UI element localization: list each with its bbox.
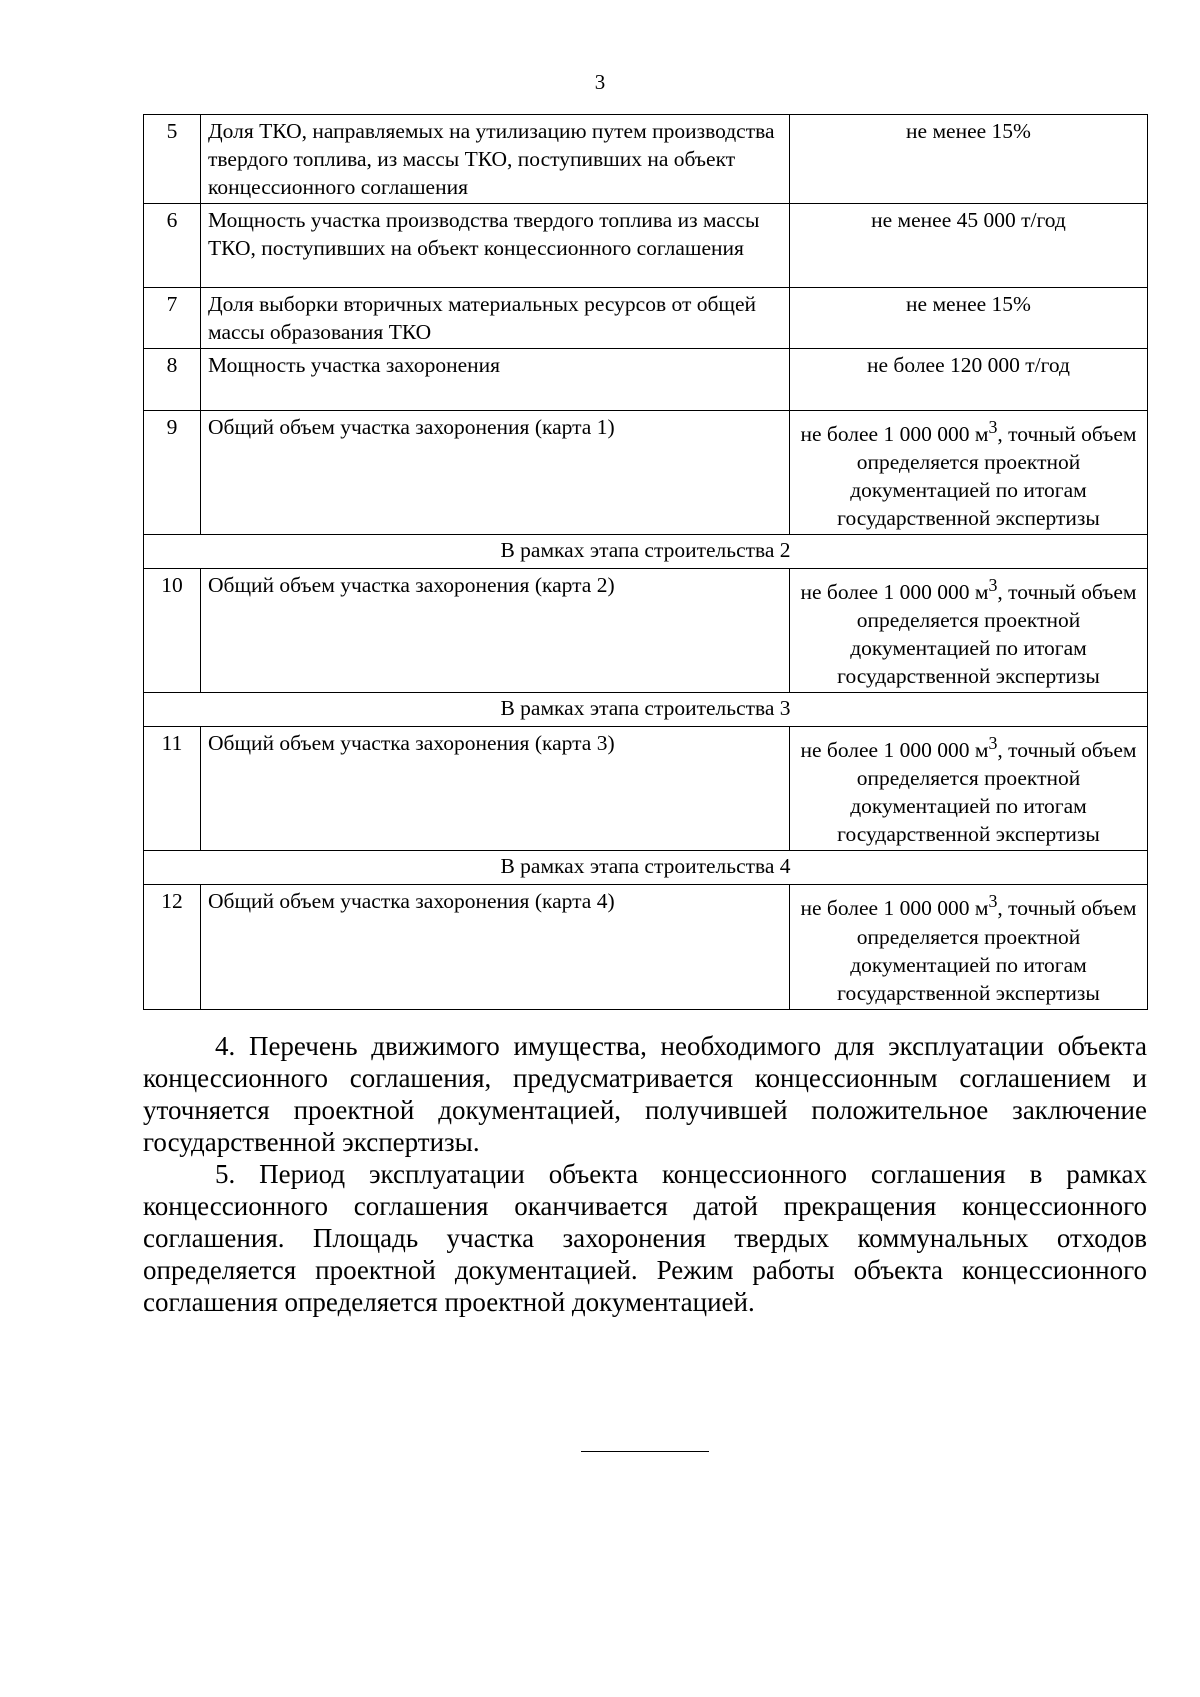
- parameters-table: [143, 114, 1148, 1010]
- parameter-name: Доля выборки вторичных материальных ресурсов от общей массы образования ТКО: [201, 288, 790, 349]
- stage-heading-row: [144, 693, 1148, 727]
- end-of-document-rule: [581, 1451, 709, 1452]
- parameter-value: [790, 411, 1148, 535]
- parameter-name: Мощность участка производства твердого топлива из массы ТКО, поступивших на объект концессионного соглашения: [201, 204, 790, 288]
- stage-heading: В рамках этапа строительства 4: [144, 851, 1148, 885]
- row-number: 5: [144, 115, 201, 204]
- table-row: [144, 885, 1148, 1009]
- value-text-continued: , точный объем определяется проектной документацией по итогам государственной экспертизы: [837, 896, 1137, 1005]
- value-text: не более 1 000 000 м: [800, 896, 989, 921]
- table-row: [144, 411, 1148, 535]
- table-row: [144, 349, 1148, 411]
- stage-heading: В рамках этапа строительства 2: [144, 535, 1148, 569]
- body-text: [143, 1030, 1147, 1318]
- stage-heading: В рамках этапа строительства 3: [144, 693, 1148, 727]
- table-row: [144, 569, 1148, 693]
- row-number: 10: [144, 569, 201, 693]
- stage-heading-row: [144, 535, 1148, 569]
- row-number: 12: [144, 885, 201, 1009]
- value-text: не более 1 000 000 м: [800, 580, 989, 605]
- value-text: не более 1 000 000 м: [800, 738, 989, 763]
- value-superscript: 3: [988, 417, 998, 437]
- parameter-value: [790, 727, 1148, 851]
- parameter-name: Доля ТКО, направляемых на утилизацию путем производства твердого топлива, из массы ТКО, поступивших на объект концессионного соглашения: [201, 115, 790, 204]
- row-number: 11: [144, 727, 201, 851]
- row-number: 7: [144, 288, 201, 349]
- value-text: не более 1 000 000 м: [800, 422, 989, 447]
- row-number: 9: [144, 411, 201, 535]
- value-text-continued: , точный объем определяется проектной документацией по итогам государственной экспертизы: [837, 422, 1137, 531]
- parameter-name: Общий объем участка захоронения (карта 4): [201, 885, 790, 1009]
- parameter-name: Общий объем участка захоронения (карта 3): [201, 727, 790, 851]
- parameter-name: Мощность участка захоронения: [201, 349, 790, 411]
- parameter-value: не более 120 000 т/год: [790, 349, 1148, 411]
- parameter-name: Общий объем участка захоронения (карта 1): [201, 411, 790, 535]
- parameter-value: не менее 15%: [790, 288, 1148, 349]
- paragraph-4: 4. Перечень движимого имущества, необходимого для эксплуатации объекта концессионного соглашения, предусматривается концессионным соглашением и уточняется проектной документацией, получившей положительное заключение государственной экспертизы.: [143, 1031, 1147, 1157]
- table-row: [144, 727, 1148, 851]
- value-superscript: 3: [988, 733, 998, 754]
- parameter-value: не менее 15%: [790, 115, 1148, 204]
- parameter-value: не менее 45 000 т/год: [790, 204, 1148, 288]
- table-row: [144, 115, 1148, 204]
- parameter-value: [790, 569, 1148, 693]
- parameter-value: [790, 885, 1148, 1009]
- parameter-name: Общий объем участка захоронения (карта 2): [201, 569, 790, 693]
- page-number: 3: [594, 70, 606, 94]
- table-row: [144, 204, 1148, 288]
- row-number: 8: [144, 349, 201, 411]
- value-superscript: 3: [988, 575, 998, 596]
- paragraph-5: 5. Период эксплуатации объекта концессионного соглашения в рамках концессионного соглашения оканчивается датой прекращения концессионного соглашения. Площадь участка захоронения твердых коммунальных отходов определяется проектной документацией. Режим работы объекта концессионного соглашения определяется проектной документацией.: [143, 1159, 1147, 1317]
- value-text-continued: , точный объем определяется проектной документацией по итогам государственной экспертизы: [837, 580, 1137, 689]
- value-superscript: 3: [988, 891, 998, 912]
- row-number: 6: [144, 204, 201, 288]
- stage-heading-row: [144, 851, 1148, 885]
- value-text-continued: , точный объем определяется проектной документацией по итогам государственной экспертизы: [837, 738, 1137, 847]
- table-row: [144, 288, 1148, 349]
